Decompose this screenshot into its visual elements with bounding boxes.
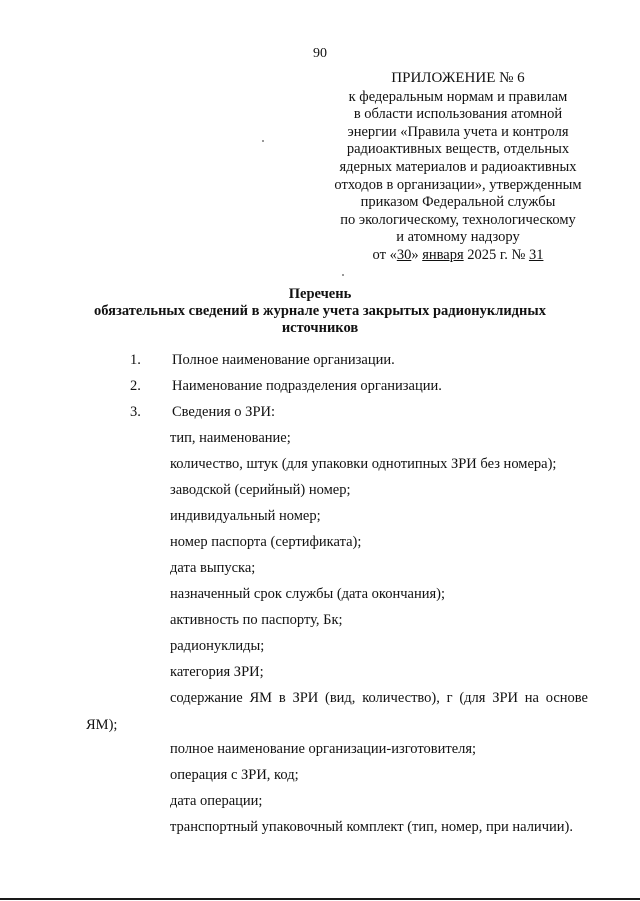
sub-item: тип, наименование; [170, 430, 291, 446]
date-prefix: от « [372, 246, 397, 263]
appendix-line: радиоактивных веществ, отдельных [346, 141, 570, 158]
appendix-line: приказом Федеральной службы [360, 194, 556, 211]
appendix-title: ПРИЛОЖЕНИЕ № 6 [391, 70, 525, 86]
appendix-date-line [318, 247, 598, 265]
sub-item: заводской (серийный) номер; [170, 482, 351, 498]
word: (вид, [325, 690, 356, 706]
word: основе [545, 690, 588, 706]
appendix-line: ядерных материалов и радиоактивных [339, 158, 577, 175]
appendix-line: в области использования атомной [353, 106, 563, 123]
heading-line: обязательных сведений в журнале учета закрытых радионуклидных [94, 303, 546, 319]
word: в [278, 690, 286, 706]
word: на [524, 690, 539, 706]
word: ЗРИ [292, 690, 319, 706]
scan-bottom-edge [0, 898, 640, 900]
appendix-line: и атомному надзору [396, 229, 520, 246]
list-item-text: Сведения о ЗРИ: [172, 404, 276, 420]
appendix-line: по экологическому, технологическому [340, 211, 576, 228]
sub-item: номер паспорта (сертификата); [170, 534, 362, 550]
sub-item: транспортный упаковочный комплект (тип, номер, при наличии). [170, 819, 573, 835]
heading-line: Перечень [288, 286, 352, 302]
heading-line: источников [281, 320, 359, 336]
appendix-line: к федеральным нормам и правилам [348, 88, 568, 105]
list-item-number: 1. [130, 352, 141, 368]
word: ЯМ [249, 690, 273, 706]
sub-item-continuation: ЯМ); [86, 717, 118, 733]
justified-sub-item [170, 690, 588, 707]
page-number: 90 [313, 46, 327, 61]
sub-item: количество, штук (для упаковки однотипных ЗРИ без номера); [170, 456, 557, 472]
scan-speck [262, 140, 264, 142]
document-heading [60, 286, 580, 337]
sub-item: дата операции; [170, 793, 263, 809]
list-item-number: 3. [130, 404, 141, 420]
sub-item: операция с ЗРИ, код; [170, 767, 299, 783]
appendix-line: отходов в организации», утвержденным [334, 176, 582, 193]
sub-item: индивидуальный номер; [170, 508, 321, 524]
date-day: 30 [396, 246, 412, 263]
appendix-header [318, 70, 598, 265]
word: количество), [362, 690, 440, 706]
list-item-text: Наименование подразделения организации. [172, 378, 442, 394]
word: г [446, 690, 453, 706]
sub-item: полное наименование организации-изготовителя; [170, 741, 477, 757]
sub-item: назначенный срок службы (дата окончания); [170, 586, 446, 602]
appendix-line: энергии «Правила учета и контроля [347, 123, 569, 140]
date-mid: » [411, 246, 423, 263]
word: содержание [170, 690, 243, 706]
scan-speck [342, 274, 344, 276]
word: ЗРИ [492, 690, 519, 706]
sub-item: радионуклиды; [170, 638, 265, 654]
sub-item: дата выпуска; [170, 560, 256, 576]
list-item-number: 2. [130, 378, 141, 394]
sub-item: активность по паспорту, Бк; [170, 612, 343, 628]
list-item-text: Полное наименование организации. [172, 352, 395, 368]
sub-item: категория ЗРИ; [170, 664, 264, 680]
date-month: января [422, 246, 464, 263]
order-number: 31 [528, 246, 544, 263]
word: (для [459, 690, 486, 706]
date-year-text: 2025 г. № [463, 246, 529, 263]
